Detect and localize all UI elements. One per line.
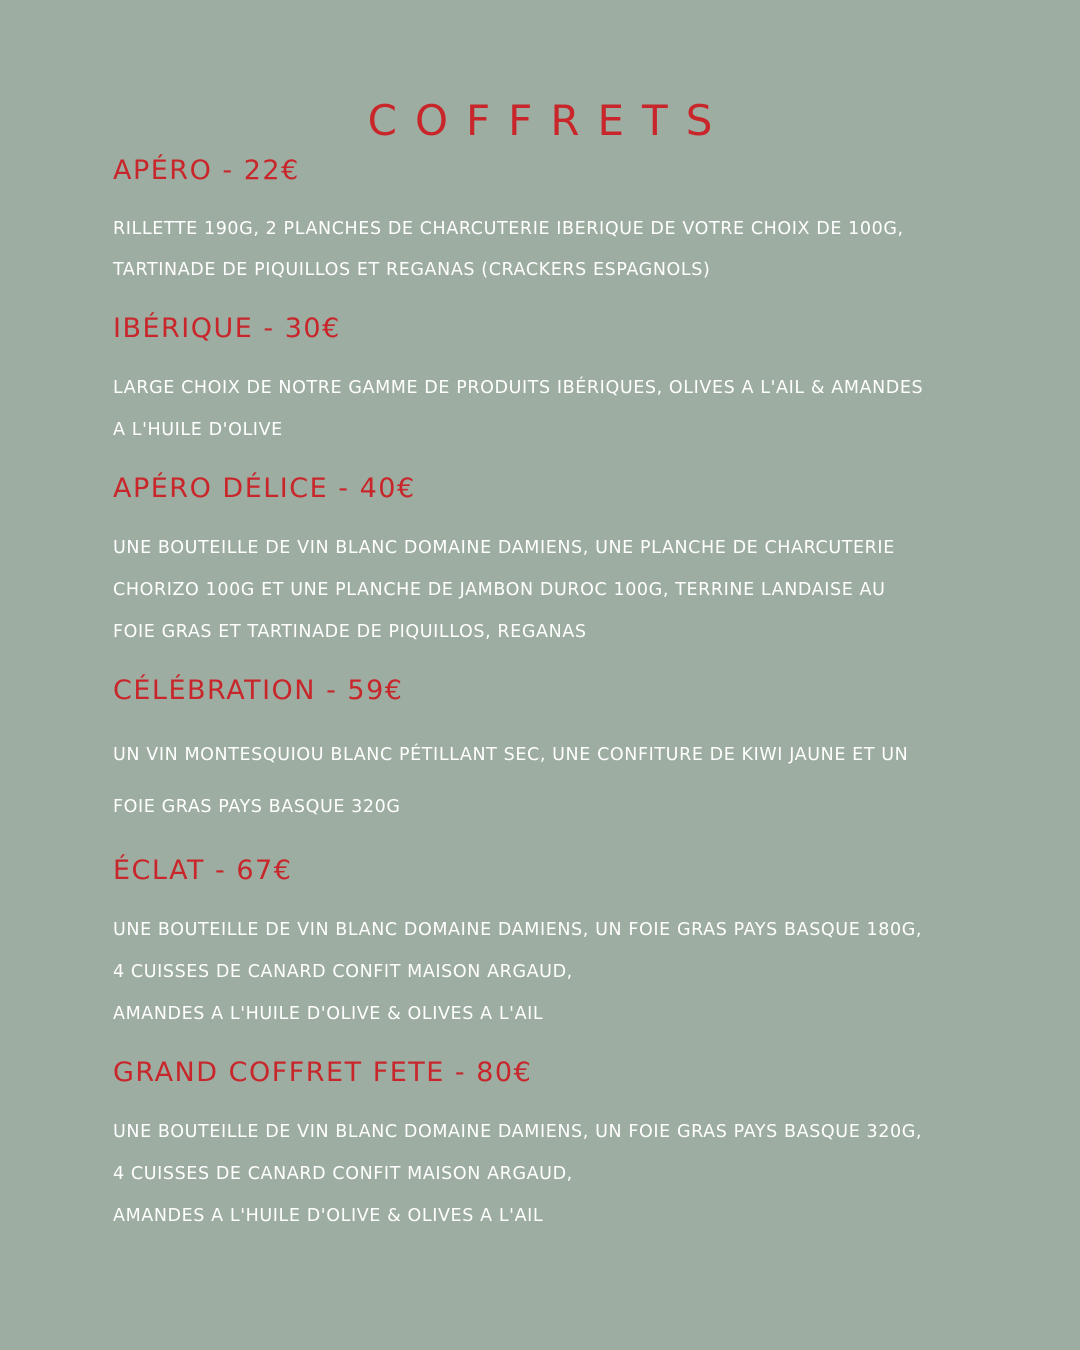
section-heading-iberique: IBÉRIQUE - 30€	[113, 313, 341, 344]
section-description-line: UNE BOUTEILLE DE VIN BLANC DOMAINE DAMIENS, UN FOIE GRAS PAYS BASQUE 180G,	[113, 920, 923, 940]
section-heading-apero-delice: APÉRO DÉLICE - 40€	[113, 473, 416, 504]
section-heading-apero: APÉRO - 22€	[113, 155, 300, 186]
section-description-line: FOIE GRAS ET TARTINADE DE PIQUILLOS, REGANAS	[113, 622, 587, 642]
section-description-line: 4 CUISSES DE CANARD CONFIT MAISON ARGAUD,	[113, 962, 573, 982]
section-description-line: 4 CUISSES DE CANARD CONFIT MAISON ARGAUD,	[113, 1164, 573, 1184]
section-description-line: AMANDES A L'HUILE D'OLIVE & OLIVES A L'AIL	[113, 1004, 544, 1024]
section-description-line: AMANDES A L'HUILE D'OLIVE & OLIVES A L'AIL	[113, 1206, 544, 1226]
section-description-line: UNE BOUTEILLE DE VIN BLANC DOMAINE DAMIENS, UN FOIE GRAS PAYS BASQUE 320G,	[113, 1122, 923, 1142]
section-heading-celebration: CÉLÉBRATION - 59€	[113, 675, 404, 706]
section-description-line: FOIE GRAS PAYS BASQUE 320G	[113, 797, 401, 817]
section-heading-grand-coffret-fete: GRAND COFFRET FETE - 80€	[113, 1057, 533, 1088]
section-description-line: CHORIZO 100G ET UNE PLANCHE DE JAMBON DUROC 100G, TERRINE LANDAISE AU	[113, 580, 886, 600]
section-description-line: A L'HUILE D'OLIVE	[113, 420, 283, 440]
section-heading-eclat: ÉCLAT - 67€	[113, 855, 293, 886]
section-description-line: UNE BOUTEILLE DE VIN BLANC DOMAINE DAMIENS, UNE PLANCHE DE CHARCUTERIE	[113, 538, 895, 558]
page-title: COFFRETS	[367, 96, 731, 145]
section-description-line: UN VIN MONTESQUIOU BLANC PÉTILLANT SEC, UNE CONFITURE DE KIWI JAUNE ET UN	[113, 745, 909, 765]
section-description-line: LARGE CHOIX DE NOTRE GAMME DE PRODUITS IBÉRIQUES, OLIVES A L'AIL & AMANDES	[113, 378, 924, 398]
section-description-line: RILLETTE 190G, 2 PLANCHES DE CHARCUTERIE IBERIQUE DE VOTRE CHOIX DE 100G,	[113, 219, 904, 239]
section-description-line: TARTINADE DE PIQUILLOS ET REGANAS (CRACKERS ESPAGNOLS)	[113, 260, 711, 280]
